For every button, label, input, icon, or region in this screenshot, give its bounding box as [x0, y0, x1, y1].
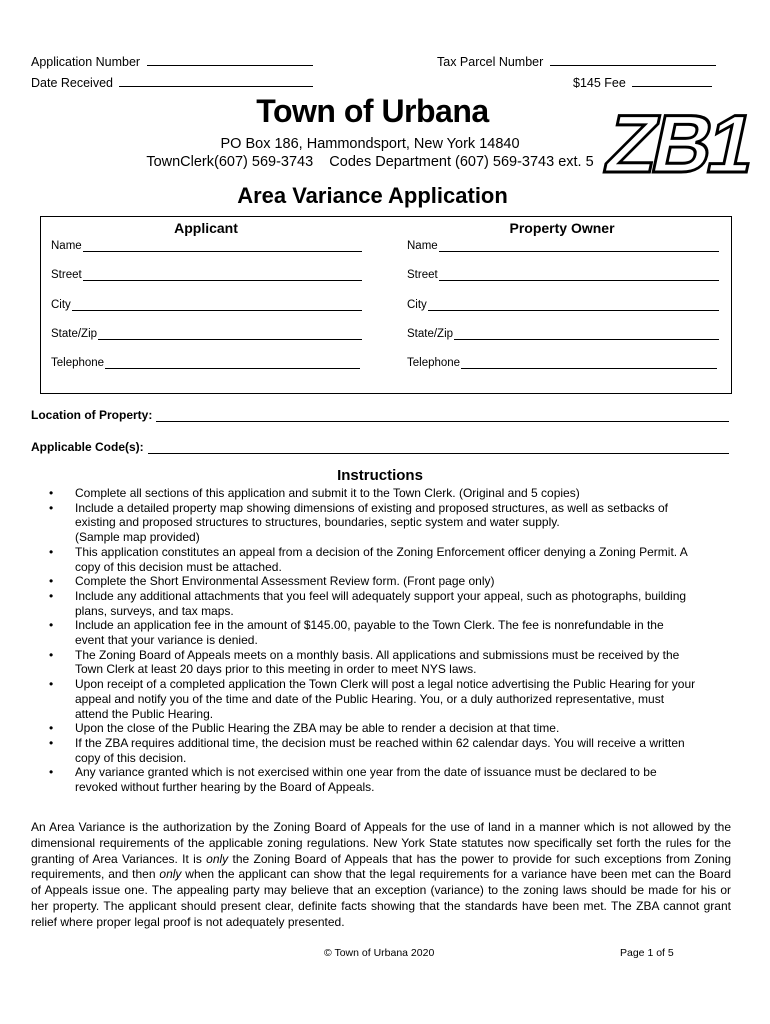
- footer-copyright: © Town of Urbana 2020: [324, 947, 435, 959]
- instruction-line: event that your variance is denied.: [75, 633, 258, 648]
- property-owner-heading: Property Owner: [509, 220, 615, 236]
- applicant-statezip-row: [51, 327, 362, 340]
- instruction-item: [38, 677, 738, 721]
- location-of-property-row: [31, 408, 729, 422]
- tax-parcel-row: [437, 55, 716, 69]
- form-subtitle: Area Variance Application: [237, 183, 508, 208]
- date-received-field[interactable]: [119, 86, 313, 87]
- instruction-line: • The Zoning Board of Appeals meets on a monthly basis. All applications and submissions must be received by the: [75, 647, 680, 662]
- instruction-line: Town Clerk at least 20 days prior to this meeting in order to meet NYS laws.: [75, 662, 477, 677]
- applicant-city-label: City: [51, 299, 71, 311]
- party-info-box: [40, 216, 732, 394]
- owner-name-label: Name: [407, 240, 438, 252]
- instruction-item: [38, 648, 738, 677]
- tax-parcel-number-field[interactable]: [550, 65, 716, 66]
- instruction-line: • Complete all sections of this application and submit it to the Town Clerk. (Original and 5 copies): [75, 486, 580, 500]
- fee-label: $145 Fee: [573, 76, 626, 90]
- applicant-name-row: [51, 239, 362, 252]
- applicable-codes-row: [31, 440, 729, 454]
- instruction-line: • Include an application fee in the amount of $145.00, payable to the Town Clerk. The fee is nonrefundable in the: [75, 618, 664, 633]
- location-of-property-field[interactable]: [156, 409, 729, 422]
- tax-parcel-number-label: Tax Parcel Number: [437, 55, 544, 69]
- owner-telephone-row: [407, 356, 717, 369]
- applicant-statezip-label: State/Zip: [51, 328, 98, 340]
- fee-field[interactable]: [632, 86, 712, 87]
- instruction-item: [38, 545, 738, 574]
- applicant-section: [41, 217, 371, 369]
- owner-telephone-label: Telephone: [407, 357, 461, 369]
- application-number-label: Application Number: [31, 55, 141, 69]
- instruction-item: [38, 721, 738, 736]
- instruction-line: plans, surveys, and tax maps.: [75, 603, 234, 618]
- paragraph-text-1: An Area Variance is the authorization by the Zoning Board of Appeals for the use of land in a manner which is not allowed by the dimensional requirements of the applicable zoning regulations. New York State statutes now specifically set forth the rules for the granting of Area Variances. It is: [31, 820, 731, 866]
- instruction-line: • Any variance granted which is not exercised within one year from the date of issuance must be declared to be: [75, 765, 657, 780]
- footer-page-number: Page 1 of 5: [620, 947, 674, 959]
- instruction-line: appeal and notify you of the time and date of the Public Hearing. You, or a duly authorized representative, must: [75, 691, 665, 706]
- owner-statezip-label: State/Zip: [407, 328, 454, 340]
- area-variance-paragraph: [31, 820, 731, 931]
- instruction-item: [38, 574, 738, 589]
- applicant-name-field[interactable]: [83, 239, 362, 252]
- instruction-line: (Sample map provided): [75, 530, 200, 545]
- owner-statezip-field[interactable]: [454, 327, 719, 340]
- zb1-logo-text: ZB1: [597, 97, 761, 190]
- owner-city-label: City: [407, 299, 427, 311]
- application-number-row: [31, 55, 313, 69]
- applicable-codes-label: Applicable Code(s):: [31, 440, 144, 454]
- owner-telephone-field[interactable]: [461, 356, 717, 369]
- property-owner-section: [397, 217, 727, 369]
- instructions-list: [38, 486, 738, 795]
- zb1-logo: [585, 97, 761, 190]
- instruction-line: • Upon the close of the Public Hearing the ZBA may be able to render a decision at that time.: [75, 721, 560, 736]
- applicant-street-label: Street: [51, 269, 82, 281]
- paragraph-text-3: when the applicant can show that the legal requirements for a variance have been met can the Board of Appeals issue one. The appealing party may believe that an exception (variance) to the zoning laws should be made for his or her property. The applicant should present clear, definite facts showing that the standards have been met. The ZBA cannot grant relief where proper legal proof is not adequately presented.: [31, 867, 731, 929]
- owner-name-row: [407, 239, 719, 252]
- applicant-telephone-label: Telephone: [51, 357, 105, 369]
- page-title: Town of Urbana: [256, 93, 489, 129]
- address-line: PO Box 186, Hammondsport, New York 14840: [220, 136, 520, 152]
- applicant-name-label: Name: [51, 240, 82, 252]
- instruction-line: • Complete the Short Environmental Assessment Review form. (Front page only): [75, 574, 495, 589]
- applicant-street-row: [51, 268, 362, 281]
- fee-row: [573, 76, 712, 90]
- applicant-telephone-field[interactable]: [105, 356, 360, 369]
- instruction-line: • If the ZBA requires additional time, the decision must be reached within 62 calendar days. You will receive a written: [75, 735, 685, 750]
- owner-street-field[interactable]: [439, 268, 719, 281]
- applicant-heading: Applicant: [174, 220, 238, 236]
- owner-city-field[interactable]: [428, 298, 719, 311]
- location-of-property-label: Location of Property:: [31, 408, 153, 422]
- owner-street-label: Street: [407, 269, 438, 281]
- instruction-line: • Upon receipt of a completed application the Town Clerk will post a legal notice advertising the Public Hearing for your: [75, 677, 696, 692]
- instruction-line: • Include a detailed property map showing dimensions of existing and proposed structures, as well as setbacks of: [75, 500, 668, 515]
- application-number-field[interactable]: [147, 65, 313, 66]
- instruction-line: copy of this decision must be attached.: [75, 559, 282, 574]
- paragraph-emphasis-2: only: [159, 867, 182, 882]
- instruction-line: attend the Public Hearing.: [75, 706, 214, 721]
- instruction-item: [38, 501, 738, 545]
- instruction-line: • Include any additional attachments that you feel will adequately support your appeal, such as photographs, building: [75, 588, 687, 603]
- applicant-city-field[interactable]: [72, 298, 362, 311]
- owner-name-field[interactable]: [439, 239, 719, 252]
- owner-street-row: [407, 268, 719, 281]
- instruction-line: revoked without further hearing by the Board of Appeals.: [75, 780, 375, 795]
- owner-city-row: [407, 298, 719, 311]
- instruction-item: [38, 589, 738, 618]
- instructions-heading: Instructions: [337, 467, 423, 484]
- applicant-telephone-row: [51, 356, 360, 369]
- paragraph-emphasis-1: only: [206, 851, 229, 866]
- instruction-line: • This application constitutes an appeal from a decision of the Zoning Enforcement officer denying a Zoning Permit. A: [75, 544, 688, 559]
- applicable-codes-field[interactable]: [148, 441, 729, 454]
- instruction-item: [38, 486, 738, 501]
- instruction-line: existing and proposed structures to structures, boundaries, septic system and water supply.: [75, 515, 560, 530]
- instruction-item: [38, 618, 738, 647]
- owner-statezip-row: [407, 327, 719, 340]
- instruction-item: [38, 765, 738, 794]
- contact-line: TownClerk(607) 569-3743 Codes Department (607) 569-3743 ext. 5: [146, 154, 594, 170]
- instruction-line: copy of this decision.: [75, 750, 187, 765]
- applicant-statezip-field[interactable]: [98, 327, 362, 340]
- applicant-street-field[interactable]: [83, 268, 362, 281]
- instruction-item: [38, 736, 738, 765]
- date-received-row: [31, 76, 313, 90]
- applicant-city-row: [51, 298, 362, 311]
- date-received-label: Date Received: [31, 76, 113, 90]
- paragraph-text-2: the Zoning Board of Appeals that has the power to provide for such exceptions from Zoning requirements, and then: [31, 851, 731, 882]
